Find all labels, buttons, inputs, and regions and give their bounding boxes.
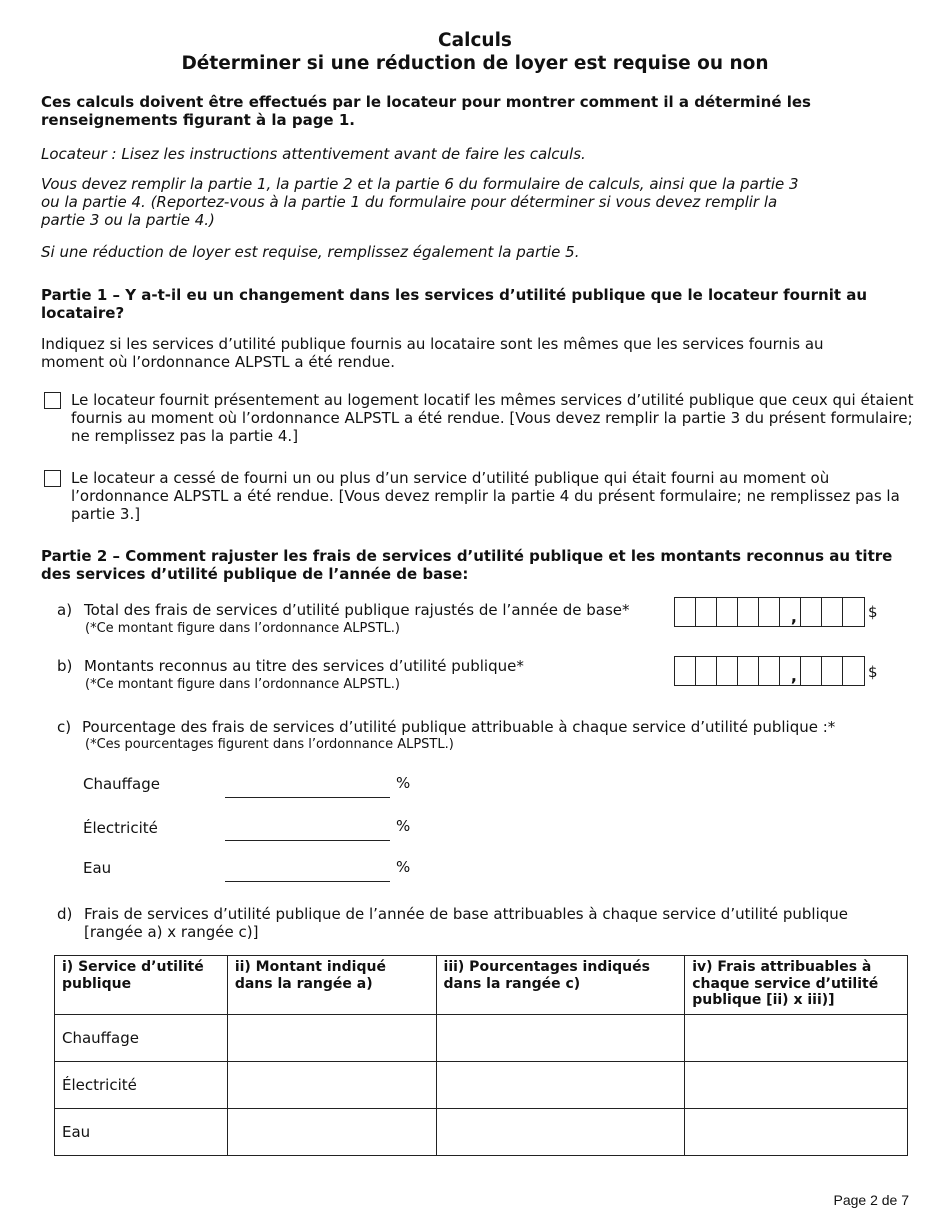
table-row [55, 1062, 908, 1109]
table-cell-service: Électricité [55, 1062, 228, 1109]
table-header: iv) Frais attribuables à chaque service d’utilité publique [ii) x iii)] [685, 956, 908, 1015]
decimal-comma: , [790, 607, 797, 626]
option1-checkbox[interactable] [44, 392, 61, 409]
item-a-note: (*Ce montant figure dans l’ordonnance ALPSTL.) [85, 621, 400, 636]
table-header: iii) Pourcentages indiqués dans la rangée c) [436, 956, 685, 1015]
amount-b-field[interactable] [674, 656, 865, 686]
item-c-note: (*Ces pourcentages figurent dans l’ordonnance ALPSTL.) [85, 737, 454, 752]
page-number: Page 2 de 7 [833, 1192, 909, 1208]
option2-text: Le locateur a cessé de fourni un ou plus d’un service d’utilité publique qui était fourni au moment où l’ordonnance ALPSTL a été rendue. [Vous devez remplir la partie 4 du présent formulaire; ne remplissez pas la partie 3.] [71, 469, 900, 523]
item-c-text: Pourcentage des frais de services d’utilité publique attribuable à chaque service d’utilité publique :* [82, 718, 836, 736]
table-cell-input[interactable] [685, 1062, 908, 1109]
item-d-text: Frais de services d’utilité publique de l’année de base attribuables à chaque service d’utilité publique [rangée a) x rangée c)] [84, 905, 849, 941]
currency-a: $ [868, 603, 878, 621]
table-row [55, 1015, 908, 1062]
item-c-label: c) [57, 718, 72, 736]
table-cell-input[interactable] [436, 1109, 685, 1156]
page-subtitle: Déterminer si une réduction de loyer est requise ou non [181, 53, 769, 74]
c-input-eau[interactable] [225, 881, 390, 882]
c-unit-chauffage: % [396, 774, 411, 792]
page-title: Calculs [438, 30, 512, 51]
intro-lead: Ces calculs doivent être effectués par le locateur pour montrer comment il a déterminé les renseignements figurant à la page 1. [41, 93, 811, 129]
item-b-text: Montants reconnus au titre des services d’utilité publique* [84, 657, 524, 675]
utility-table [54, 955, 908, 1156]
intro-italic-1: Locateur : Lisez les instructions attentivement avant de faire les calculs. [41, 145, 586, 163]
c-input-electricite[interactable] [225, 840, 390, 841]
option2-checkbox[interactable] [44, 470, 61, 487]
table-cell-input[interactable] [685, 1015, 908, 1062]
option1-text: Le locateur fournit présentement au logement locatif les mêmes services d’utilité publique que ceux qui étaient fournis au moment où l’ordonnance ALPSTL a été rendue. [Vous devez remplir la partie 3 du présent formulaire; ne remplissez pas la partie 4.] [71, 391, 914, 445]
amount-a-field[interactable] [674, 597, 865, 627]
table-row [55, 1109, 908, 1156]
item-b-label: b) [57, 657, 73, 675]
table-cell-input[interactable] [436, 1062, 685, 1109]
c-label-eau: Eau [83, 859, 112, 877]
item-b-note: (*Ce montant figure dans l’ordonnance ALPSTL.) [85, 677, 400, 692]
item-a-label: a) [57, 601, 73, 619]
c-unit-electricite: % [396, 817, 411, 835]
table-cell-service: Eau [55, 1109, 228, 1156]
item-d-label: d) [57, 905, 73, 923]
c-unit-eau: % [396, 858, 411, 876]
table-cell-input[interactable] [227, 1109, 436, 1156]
c-label-chauffage: Chauffage [83, 775, 160, 793]
intro-italic-2: Vous devez remplir la partie 1, la partie 2 et la partie 6 du formulaire de calculs, ainsi que la partie 3 ou la partie 4. (Reportez-vous à la partie 1 du formulaire pour déterminer si vous devez remplir la partie 3 ou la partie 4.) [41, 175, 799, 229]
decimal-comma: , [790, 666, 797, 685]
table-cell-input[interactable] [436, 1015, 685, 1062]
currency-b: $ [868, 663, 878, 681]
part1-heading: Partie 1 – Y a-t-il eu un changement dans les services d’utilité publique que le locateur fournit au locataire? [41, 286, 868, 322]
part2-heading: Partie 2 – Comment rajuster les frais de services d’utilité publique et les montants reconnus au titre des services d’utilité publique de l’année de base: [41, 547, 893, 583]
table-cell-service: Chauffage [55, 1015, 228, 1062]
table-cell-input[interactable] [227, 1062, 436, 1109]
table-header: ii) Montant indiqué dans la rangée a) [227, 956, 436, 1015]
c-input-chauffage[interactable] [225, 797, 390, 798]
table-header-row [55, 956, 908, 1015]
item-a-text: Total des frais de services d’utilité publique rajustés de l’année de base* [84, 601, 630, 619]
intro-italic-3: Si une réduction de loyer est requise, remplissez également la partie 5. [41, 243, 580, 261]
c-label-electricite: Électricité [83, 819, 158, 837]
table-cell-input[interactable] [227, 1015, 436, 1062]
table-header: i) Service d’utilité publique [55, 956, 228, 1015]
table-cell-input[interactable] [685, 1109, 908, 1156]
part1-instruction: Indiquez si les services d’utilité publique fournis au locataire sont les mêmes que les services fournis au moment où l’ordonnance ALPSTL a été rendue. [41, 335, 824, 371]
